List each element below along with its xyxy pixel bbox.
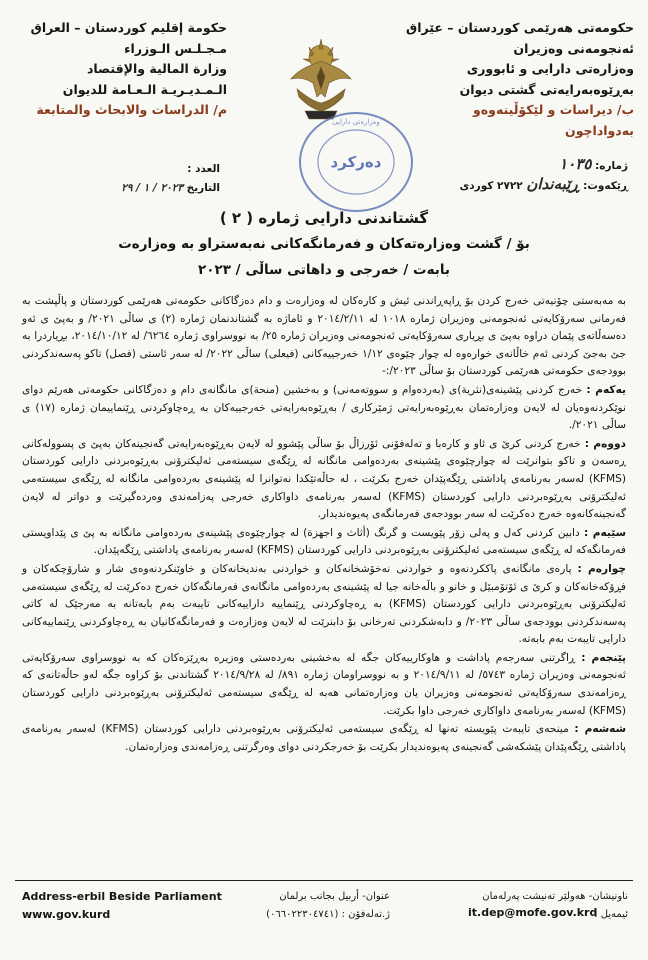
footer-address-ar: عنوان- أربيل بجانب برلمان <box>279 891 390 902</box>
ar-date-label: التاريخ <box>186 182 220 194</box>
item-text: مینحەی تایبەت پێویستە تەنها لە ڕێگەی سیستەمی ئەلیکترۆنی بەڕێوەبردنی دارایی کوردستان (KFMS) لەسەر بەرنامەی پاداشتی ڕێگەپێدان پێشکەشی گەنجینەی پەیوەندیدار بکرێت بۆ خەرجکردنی دوای وەرگرتنی ڕەزامەندی وەزارەتمان. <box>22 723 626 753</box>
header-ar-gov: حكومة إقليم كوردستان – العراق <box>30 20 227 35</box>
reference-arabic <box>30 160 220 198</box>
header-kr-gov: حکومەتی هەرێمی کوردستان – عێراق <box>406 20 634 35</box>
stamp-ring-text: وەزارەتی دارایی <box>332 118 380 126</box>
item-label: دووەم : <box>584 437 626 450</box>
ar-number-label: العدد : <box>187 163 220 175</box>
header-ar-department: م/ الدراسات والابحاث والمتابعة <box>36 102 227 117</box>
list-item <box>22 561 626 649</box>
reference-kurdish <box>368 155 628 195</box>
header-kr-department: ب/ دیراسات و لێکۆڵینەوەو بەدواداچون <box>473 102 634 138</box>
item-text: پارەی مانگانەی پاککردنەوە و خواردنی نەخۆشخانەکان و خواردنی بەندیخانەکان و خاوێنکردنەوەی شار و شارۆچکەکان و فڕۆکەخانەکان و کرێ ی ئۆتۆمبێل و خانو و باڵەخانە جیا لە پێشینەی بەردەوامی مانگانەی فەرمانگەکان خەرج دەکرێت لە ڕێگەی سیستەمی ئەلیکترۆنی بەڕێوەبردنی دارایی کوردستان (KFMS) بە ڕەچاوکردنی ڕێنماییە داراییەکانی تایبەت بەم بابەتانە بە مەرجێک لە کاتی پەسەندکردنی بوودجەی ساڵی ٢٠٢٣/ و دابەشکردنی تەرخانی بۆ دابنرێت لە لایەن وەزارەت و فەرمانگەکانیان بە ڕەچاوکردنی ڕێنماییەکانی دارایی تایبەت بەم بابەتە. <box>22 562 627 646</box>
header-ar-directorate: الـمـديـريـة الـعـامة للديوان <box>62 81 227 97</box>
header-ar-ministry: وزارة المالية والإقتصاد <box>86 61 227 76</box>
circular-title: گشتاندنی دارایی ژمارە ( ٢ ) <box>219 209 429 227</box>
list-item <box>22 721 626 756</box>
item-text: خەرج کردنی کرێ ی ئاو و کارەبا و تەلەفۆنی ئۆرزاڵ بۆ ساڵی پێشوو لە لایەن بەڕێوەبەرایەتی گەنجینەکان بەپێ ی پسوولەکانی ڕەسەن و تاکو بتوانرێت لە چوارچێوەی پێشینەی بەردەوامی مانگانە لە ڕێگەی سیستەمی ئەلیکترۆنی بەڕێوەبردنی دارایی کوردستان (KFMS) لەسەر بەرنامەی پاداشتی ڕێگەپێدان خەرج بکرێت ، لە حاڵەتێکدا نەتوانرا لە پێشینەی بەردەوامی مانگانە لە ڕێگەی سیستەمی ئەلیکترۆنی بەڕێوەبردنی دارایی کوردستان (KFMS) لەسەر بەرنامەی داواکاری خەرجی پەزامەندی وەردەگیرێت و دواتر لە لایەن گەنجینەکانەوە خەرج دەکرێت لە سەر بوودجەی فەرمانگەی پەیوەندیدار. <box>22 437 626 521</box>
list-item <box>22 436 626 524</box>
number-label: ژمارە: <box>595 160 628 172</box>
header-kr-directorate: بەڕێوەبەرایەتی گشتی دیوان <box>459 81 634 97</box>
item-label: یەکەم : <box>586 383 626 396</box>
ar-date-value: ٢٠٢٣ / ١ / ٢٩ <box>121 182 184 194</box>
item-label: پێنجەم : <box>581 651 627 664</box>
footer-divider <box>15 880 633 881</box>
list-item <box>22 650 626 720</box>
footer-arabic <box>240 888 390 924</box>
recipients-line: بۆ / گشت وەزارەتەکان و فەرمانگەکانی نەبەستراو بە وەزارەت <box>118 236 530 252</box>
footer-website[interactable]: www.gov.kurd <box>22 908 111 921</box>
header-kurdish <box>404 18 634 141</box>
item-text: دابین کردنی کەل و پەلی زۆر پێویست و گرنگ (أثاث و اجهزة) لە چوارچێوەی پێشینەی بەردەوامی مانگانە بە پێ ی پێداویستی فەرمانگەکە لە ڕێگەی سیستەمی ئەلیکترۆنی بەڕێوەبردنی دارایی کوردستان (KFMS) لەسەر بەرنامەی پاداشتی ڕێگەپێدان. <box>22 526 626 557</box>
date-suffix: ٢٧٢٢ کوردی <box>459 180 523 192</box>
footer-english <box>22 888 222 924</box>
letter-body <box>22 293 626 757</box>
header-kr-ministry: وەزارەتی دارایی و ئابووری <box>466 61 634 76</box>
footer-email[interactable]: it.dep@mofe.gov.krd <box>468 906 598 919</box>
item-label: سێیەم : <box>583 526 627 539</box>
header-kr-council: ئەنجومەنی وەزیران <box>513 40 634 56</box>
date-value: ڕێبەندان <box>526 175 580 193</box>
stamp-label: دەرکرد <box>330 153 382 171</box>
header-ar-council: مـجـلـس الـوزراء <box>124 40 227 56</box>
date-label: ڕێکەوت: <box>583 180 628 192</box>
subject-line: بابەت / خەرجی و داهاتی ساڵی / ٢٠٢٣ <box>198 262 450 278</box>
footer-email-label: ئیمەیل : <box>594 909 628 920</box>
footer-phone: ژ.تەلەفۆن : (٠٦٦٠٢٢٣٠٤٧٤١) <box>266 909 390 920</box>
list-item <box>22 525 626 560</box>
item-label: چوارەم : <box>577 562 626 575</box>
footer-address-kr: ناونیشان- هەولێر تەنیشت پەرلەمان <box>482 891 628 902</box>
item-text: خەرج کردنی پێشینەی(نثرية)ی (بەردەوام و سووتەمەنی) و بەخشین (منحة)ی مانگانەی دام و دەزگاکانی حکومەتی هەرێم دوای نوێکردنەوەیان لە لایەن وەزارەتمان بەڕێوەبەرایەتی ژمێرکاری / بەڕێوەبەرایەتی خەرجییەکان بە ڕەچاوکردنی ڕێنماییمان ژمارە (١٧) ی ساڵی ٢٠٢١/. <box>22 383 626 432</box>
number-value: ١٠٣٥ <box>559 155 592 173</box>
footer-address-en: Address-erbil Beside Parliament <box>22 890 222 903</box>
header-arabic <box>22 18 227 121</box>
item-text: ڕاگرتنی سەرجەم پاداشت و هاوکارییەکان جگە لە بەخشینی بەردەستی وەزیرە بەڕێزەکان کە بە نووسراوی سەرۆکایەتی ئەنجومەنی وەزیران ژمارە ٥٧٤٣/ لە ٢٠١٤/٩/١١ و بە نووسراومان ژمارە ٨٩١/ لە ٢٠١٤/٩/٢٨ گشتاندنی بۆ کراوە جگە لەو حاڵەتانەی کە ڕەزامەندی سەرۆکایەتی ئەنجومەنی وەزیران یان وەزارەتمانی هەبە لە ڕێگەی سیستەمی ئەلیکترۆنی بەڕێوەبردنی دارایی کوردستان (KFMS) لەسەر بەرنامەی داواکاری خەرجی داوا بکرێت. <box>22 651 626 717</box>
item-label: شەشەم : <box>574 723 627 736</box>
intro-paragraph: بە مەبەستی چۆنیەتی خەرج کردن بۆ ڕاپەڕاندنی ئیش و کارەکان لە وەزارەت و دام دەزگاکانی حکومەتی هەرێمی کوردستان و پاڵپشت بە فەرمانی سەرۆکایەتی ئەنجومەنی وەزیران ژمارە ١٠١٨ لە ٢٠١٤/٢/١١ و ئاماژە بە گشتاندنمان ژمارە (٢) ی ساڵی ٢٠٢١/ و بەپێ ی ئەو دەسەڵاتەی پێمان دراوە بەپێ ی بڕیاری سەرۆکایەتی ئەنجومەنی وەزیران ژمارە ٢٥/ بە نووسراوی ژمارە ٦٢٦٤/ لە ٢٠١٤/١٠/١٢، بڕیاردرا بە جێ بەجێ کردنی ئەم خاڵانەی خوارەوە لە چوار چێوەی ١/١٢ خەرجییەکانی (فیعلی) ساڵی ٢٠٢٢/ لە سەر ئاستی (فصل) تاکو پەسەندکردنی بوودجەی حکومەتی هەرێمی کوردستان بۆ ساڵی ٢٠٢٣/:- <box>22 295 627 378</box>
list-item <box>22 382 626 435</box>
